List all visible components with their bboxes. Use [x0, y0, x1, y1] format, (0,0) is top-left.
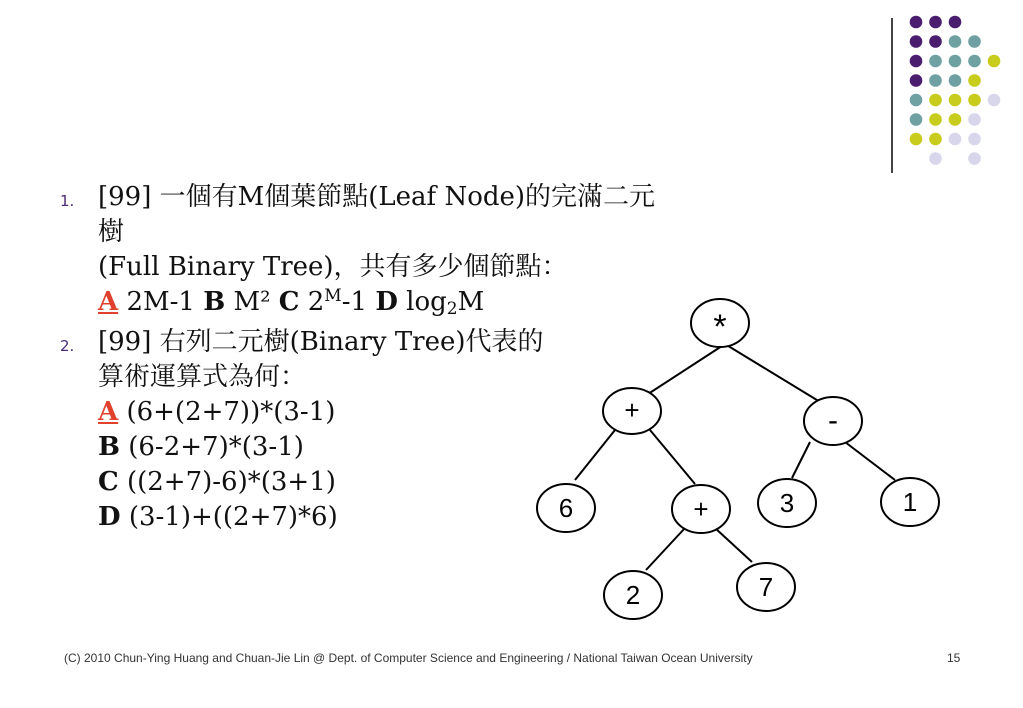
decor-dot: [929, 133, 942, 146]
decor-dot: [929, 94, 942, 107]
option-d-text: $\log_2M$: [406, 287, 485, 319]
option-c-label: C: [278, 287, 300, 317]
tree-node-1: 1: [902, 487, 918, 517]
decor-dot: [929, 152, 942, 165]
decor-dot: [968, 133, 981, 146]
question-1-line1: [99] 一個有M個葉節點(Leaf Node)的完滿二元樹: [98, 182, 656, 247]
option-a-text: 2M-1: [126, 287, 195, 317]
tree-node-minus: -: [828, 404, 838, 437]
decor-dot: [929, 74, 942, 87]
decorative-dot-grid: [0, 0, 1023, 180]
decor-dot: [968, 113, 981, 126]
decor-dot: [968, 35, 981, 48]
question-1-number: 1.: [60, 192, 75, 210]
decor-dot: [949, 94, 962, 107]
decor-dot: [988, 55, 1001, 68]
decor-dot: [968, 74, 981, 87]
decor-dot: [949, 133, 962, 146]
decor-dot: [949, 113, 962, 126]
decor-dot: [968, 152, 981, 165]
tree-node-2: 2: [625, 580, 641, 610]
option-b-label: B: [203, 287, 226, 317]
question-2-line2: 算術運算式為何：: [98, 362, 307, 392]
decor-dot: [949, 35, 962, 48]
decor-dot: [949, 74, 962, 87]
question-2-option-b: B (6-2+7)*(3-1): [98, 432, 304, 462]
decor-dot: [910, 55, 923, 68]
tree-node-plus-left: +: [624, 395, 640, 425]
decor-dot: [968, 55, 981, 68]
question-1-answer-a: A: [98, 287, 119, 317]
question-2-option-a: A (6+(2+7))*(3-1): [98, 397, 336, 427]
tree-node-plus-inner: +: [693, 494, 709, 524]
decor-dot: [949, 16, 962, 29]
tree-node-6: 6: [558, 493, 574, 523]
tree-node-7: 7: [758, 572, 774, 602]
page-number: 15: [947, 651, 961, 665]
decor-dot: [929, 55, 942, 68]
question-2-answer-a: A: [98, 397, 119, 427]
tree-node-root: *: [713, 308, 727, 346]
decor-dot: [968, 94, 981, 107]
option-d-label: D: [375, 287, 398, 317]
question-2-line1: [99] 右列二元樹(Binary Tree)代表的: [98, 327, 544, 357]
decor-dot: [988, 94, 1001, 107]
decor-dot: [910, 133, 923, 146]
decorative-divider: [891, 18, 893, 173]
decor-dot: [929, 113, 942, 126]
footer-text: (C) 2010 Chun-Ying Huang and Chuan-Jie Lin @ Dept. of Computer Science and Engineering / National Taiwan Ocean University: [64, 651, 753, 665]
decor-dot: [910, 16, 923, 29]
decor-dot: [910, 113, 923, 126]
question-2-option-c: C ((2+7)-6)*(3+1): [98, 467, 336, 497]
decor-dot: [929, 16, 942, 29]
question-2-number: 2.: [60, 337, 75, 355]
decor-dot: [929, 35, 942, 48]
option-b-text: M²: [233, 287, 271, 317]
option-c-text: $2^M-1$: [307, 286, 368, 317]
decor-dot: [910, 35, 923, 48]
decor-dot: [949, 55, 962, 68]
binary-tree-diagram: [520, 290, 960, 630]
decor-dot: [910, 94, 923, 107]
decor-dot: [910, 74, 923, 87]
question-1-line2: (Full Binary Tree)，共有多少個節點：: [98, 252, 568, 282]
tree-node-3: 3: [779, 488, 795, 518]
question-2-option-d: D (3-1)+((2+7)*6): [98, 502, 338, 532]
